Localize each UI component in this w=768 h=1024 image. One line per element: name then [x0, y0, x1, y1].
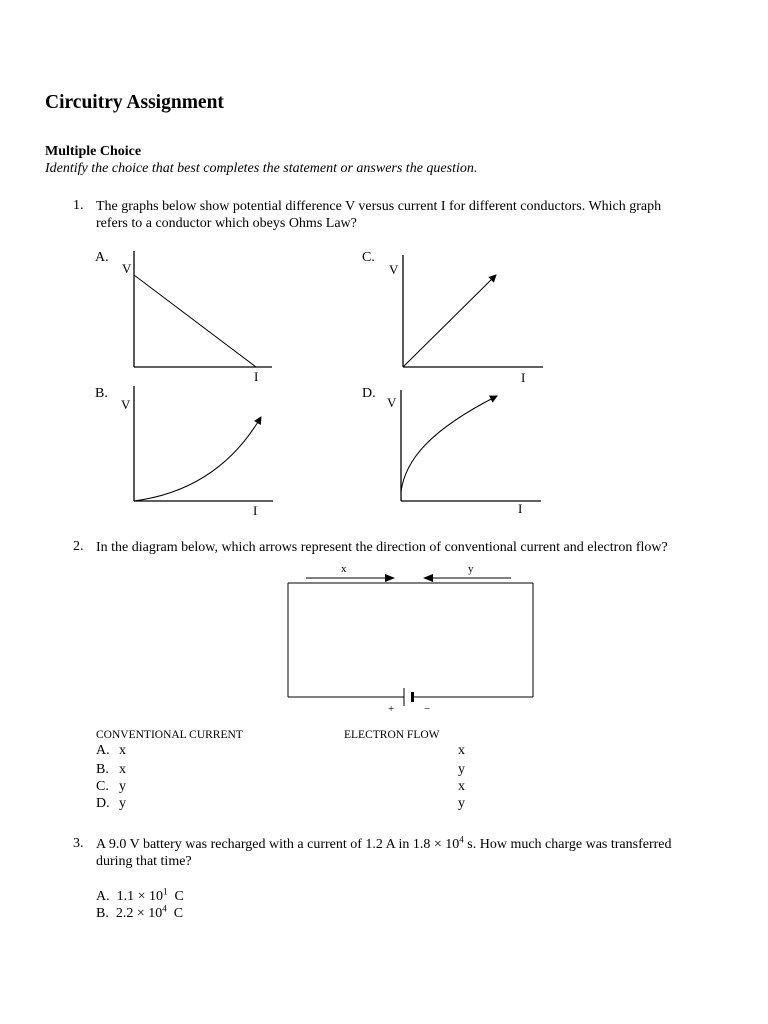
answer-row-b-cc: x — [119, 762, 126, 777]
graph-b-x-label: I — [253, 503, 258, 518]
graph-a-y-label: V — [122, 261, 132, 276]
battery-minus: − — [424, 703, 431, 715]
graph-a-label: A. — [95, 250, 109, 265]
instructions: Identify the choice that best completes the statement or answers the question. — [45, 161, 478, 176]
option-a-unit: C — [174, 889, 184, 904]
graph-c-curve — [403, 275, 496, 367]
answer-row-d-cc: y — [119, 796, 126, 811]
arrow-x-label: x — [341, 563, 347, 575]
arrow-y-label: y — [468, 563, 474, 575]
option-a-exponent: 1 — [163, 886, 168, 897]
answer-row-c-letter: C. — [96, 779, 109, 794]
question-3-option-b — [96, 903, 184, 922]
answer-row-b-letter: B. — [96, 762, 109, 777]
section-heading: Multiple Choice — [45, 144, 142, 159]
answer-row-a-ef: x — [458, 743, 465, 758]
question-3-number: 3. — [73, 836, 84, 851]
question-1-number: 1. — [73, 198, 84, 213]
graph-d — [362, 386, 541, 516]
option-b-value: 2.2 × 10 — [115, 906, 163, 921]
battery-short-plate — [411, 692, 414, 702]
question-3-text-b: s. How much charge was transferred — [463, 837, 672, 852]
graph-d-label: D. — [362, 386, 376, 401]
question-1-line1: The graphs below show potential difference V versus current I for different conductors. Which graph — [96, 199, 662, 214]
question-3-exponent: 4 — [459, 834, 464, 845]
graph-c-y-label: V — [389, 262, 399, 277]
answer-row-b-ef: y — [458, 762, 465, 777]
question-2-number: 2. — [73, 539, 84, 554]
graph-a-curve — [134, 275, 256, 367]
option-b-letter: B. — [96, 906, 109, 921]
graph-b — [95, 386, 273, 518]
graph-b-y-label: V — [121, 397, 131, 412]
graph-c-x-label: I — [521, 370, 526, 385]
option-b-unit: C — [173, 906, 184, 921]
option-b-exponent: 4 — [162, 903, 167, 914]
answer-row-d-letter: D. — [96, 796, 110, 811]
question-3-text-a: A 9.0 V battery was recharged with a current of 1.2 A in 1.8 × 10 — [96, 837, 460, 852]
answer-row-c-ef: x — [458, 779, 465, 794]
graph-a-x-label: I — [254, 369, 259, 384]
question-1-line2: refers to a conductor which obeys Ohms Law? — [96, 216, 357, 231]
question-2-text: In the diagram below, which arrows represent the direction of conventional current and electron flow? — [96, 540, 668, 555]
graph-d-y-label: V — [387, 395, 397, 410]
graph-c — [362, 250, 543, 385]
graph-a — [95, 250, 272, 384]
graph-d-curve — [401, 396, 497, 492]
graph-d-x-label: I — [518, 501, 523, 516]
option-a-value: 1.1 × 10 — [116, 889, 164, 904]
answer-row-d-ef: y — [458, 796, 465, 811]
question-3-option-a — [96, 886, 184, 905]
graph-b-curve — [134, 417, 261, 501]
graph-c-label: C. — [362, 250, 375, 265]
graph-b-label: B. — [95, 386, 108, 401]
column-header-electron: ELECTRON FLOW — [344, 729, 440, 741]
question-3-line1 — [96, 836, 672, 854]
page-title: Circuitry Assignment — [45, 92, 224, 113]
answer-row-a-letter: A. — [96, 743, 110, 758]
column-header-conventional: CONVENTIONAL CURRENT — [96, 729, 243, 741]
answer-row-c-cc: y — [119, 779, 126, 794]
option-a-letter: A. — [96, 889, 110, 904]
circuit-diagram — [288, 563, 533, 715]
battery-plus: + — [388, 703, 395, 715]
question-3-line2: during that time? — [96, 854, 192, 869]
answer-row-a-cc: x — [119, 743, 126, 758]
